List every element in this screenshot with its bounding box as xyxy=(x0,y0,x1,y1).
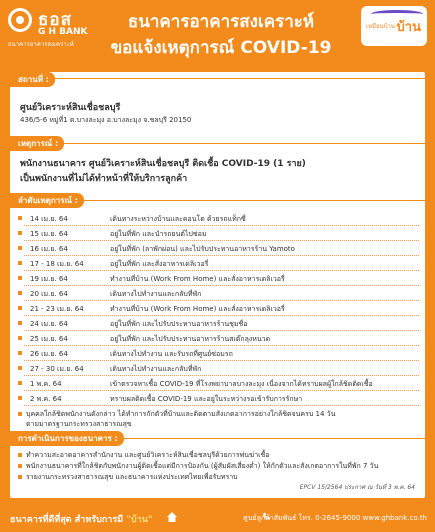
timeline-activity: อยู่ในที่พัก (ลาพักผ่อน) และไปรับประทานอาหารร้าน Yamoto xyxy=(110,245,295,253)
row-separator xyxy=(24,345,419,346)
logo-thai-text: ธอส xyxy=(38,10,72,30)
timeline-activity: เดินทางไปทำงาน และรับรถที่ศูนย์ซ่อมรถ xyxy=(110,350,233,358)
location-address: 436/5-6 หมู่ที่1 ต.บางละมุง อ.บางละมุง จ.ชลบุรี 20150 xyxy=(20,116,192,124)
row-separator xyxy=(24,270,419,271)
timeline-row xyxy=(16,287,419,301)
timeline-activity: อยู่ในที่พัก และนำรถยนต์ไปซ่อม xyxy=(110,230,207,238)
row-separator xyxy=(24,315,419,316)
slogan-text: ธนาคารที่ดีที่สุด สำหรับการมี xyxy=(10,515,124,525)
timeline-date: 25 เม.ย. 64 xyxy=(30,335,68,343)
action-text: รายงานกระทรวงสาธารณสุข และธนาคารแห่งประเทศไทยเพื่อรับทราบ xyxy=(26,473,238,481)
timeline-activity: ทำงานที่บ้าน (Work From Home) และสั่งอาหารเดลิเวอรี่ xyxy=(110,305,285,313)
action-text: พนักงานธนาคารที่ใกล้ชิดกับพนักงานผู้ติดเชื้อแต่มีการป้องกัน (ผู้สัมผัสเสี่ยงต่ำ) ให้กักตัวและสังเกตอาการในที่พัก 7 วัน xyxy=(26,462,379,470)
page-title-line2: ขอแจ้งเหตุการณ์ COVID-19 xyxy=(110,38,332,58)
event-line1: พนักงานธนาคาร ศูนย์วิเคราะห์สินเชื่อชลบุรี ติดเชื้อ COVID-19 (1 ราย) xyxy=(20,159,306,169)
event-line2: เป็นพนักงานที่ไม่ได้ทำหน้าที่ให้บริการลูกค้า xyxy=(20,174,188,184)
row-separator xyxy=(24,390,419,391)
timeline-activity: อยู่ในที่พัก และสั่งอาหารเดลิเวอรี่ xyxy=(110,260,209,268)
timeline-activity: เดินทางไปทำงานและกลับที่พัก xyxy=(110,365,202,373)
timeline-date: 14 เม.ย. 64 xyxy=(30,215,68,223)
brand-tag: เหมือนบ้าน xyxy=(366,23,395,30)
row-separator xyxy=(24,225,419,226)
action-text: ทำความสะอาดอาคารสำนักงาน และศูนย์วิเคราะห์สินเชื่อชลบุรีด้วยการพ่นฆ่าเชื้อ xyxy=(26,451,270,459)
brand-logo-box xyxy=(361,6,427,46)
timeline-row xyxy=(16,392,419,406)
row-separator xyxy=(24,240,419,241)
timeline-row xyxy=(16,227,419,241)
timeline-date: 15 เม.ย. 64 xyxy=(30,230,68,238)
section-divider xyxy=(10,78,425,79)
ghbank-logo-icon xyxy=(8,8,32,32)
row-separator xyxy=(24,285,419,286)
timeline-row xyxy=(16,347,419,361)
event-label: เหตุการณ์ : xyxy=(10,136,64,151)
timeline-row xyxy=(16,317,419,331)
brand-name: บ้าน xyxy=(396,20,421,35)
timeline-date: 1 พ.ค. 64 xyxy=(30,380,62,388)
timeline-date: 21 - 23 เม.ย. 64 xyxy=(30,305,84,313)
bullet-icon xyxy=(18,464,22,468)
timeline-date: 27 - 30 เม.ย. 64 xyxy=(30,365,84,373)
footer xyxy=(0,498,435,532)
logo-subtitle: ธนาคารอาคารสงเคราะห์ xyxy=(8,41,74,48)
timeline-row xyxy=(16,242,419,256)
slogan-brand: "บ้าน" xyxy=(126,515,153,525)
reference-text: EPCV 15/2564 ประกาศ ณ วันที่ 3 พ.ค. 64 xyxy=(299,484,415,491)
note-line2: ตามมาตรฐานกระทรวงสาธารณสุข xyxy=(26,420,132,428)
announcement-card xyxy=(10,72,425,498)
bullet-icon xyxy=(18,321,22,325)
bullet-icon xyxy=(18,216,22,220)
timeline-activity: เดินทางระหว่างบ้านและคอนโด ด้วยรถแท็กซี่ xyxy=(110,215,246,223)
page-title-line1: ธนาคารอาคารสงเคราะห์ xyxy=(127,12,315,32)
bullet-icon xyxy=(18,336,22,340)
timeline-activity: อยู่ในที่พัก และไปรับประทานอาหารร้านสเต๊กลุงหนวด xyxy=(110,335,271,343)
timeline-activity: เดินทางไปทำงานและกลับที่พัก xyxy=(110,290,202,298)
note-line1: บุคคลใกล้ชิดพนักงานดังกล่าว ได้ทำการกักตัวที่บ้านและติดตามสังเกตอาการอย่างใกล้ชิดจนครบ 14 วัน xyxy=(26,410,336,418)
timeline-row xyxy=(16,272,419,286)
timeline-date: 19 เม.ย. 64 xyxy=(30,275,68,283)
bullet-icon xyxy=(18,366,22,370)
timeline-label: ลำดับเหตุการณ์ : xyxy=(10,193,84,208)
bullet-icon xyxy=(18,381,22,385)
bullet-icon xyxy=(18,261,22,265)
timeline-date: 16 เม.ย. 64 xyxy=(30,245,68,253)
timeline-activity: ทราบผลติดเชื้อ COVID-19 และอยู่ในระหว่างรอเข้ารับการรักษา xyxy=(110,395,303,403)
bullet-icon xyxy=(18,246,22,250)
timeline-row xyxy=(16,377,419,391)
timeline-row xyxy=(16,362,419,376)
bullet-icon xyxy=(18,306,22,310)
timeline-date: 26 เม.ย. 64 xyxy=(30,350,68,358)
footer-slogan xyxy=(10,512,153,526)
timeline-row xyxy=(16,332,419,346)
bullet-icon xyxy=(18,453,22,457)
timeline-date: 20 เม.ย. 64 xyxy=(30,290,68,298)
bullet-icon xyxy=(18,276,22,280)
home-icon xyxy=(166,511,178,523)
row-separator xyxy=(24,375,419,376)
timeline-row xyxy=(16,257,419,271)
bullet-icon xyxy=(18,291,22,295)
logo-english-text: G H BANK xyxy=(38,27,88,37)
timeline-date: 2 พ.ค. 64 xyxy=(30,395,62,403)
bullet-icon xyxy=(18,412,22,416)
timeline-date: 24 เม.ย. 64 xyxy=(30,320,68,328)
timeline-row xyxy=(16,212,419,226)
row-separator xyxy=(24,300,419,301)
footer-contact[interactable]: ศูนย์ลูกค้าสัมพันธ์ โทร. 0-2645-9000 www.ghbank.co.th xyxy=(243,514,427,522)
bullet-icon xyxy=(18,351,22,355)
header xyxy=(0,0,435,72)
actions-label: การดำเนินการของธนาคาร : xyxy=(10,431,124,446)
row-separator xyxy=(24,255,419,256)
timeline-activity: เข้าตรวจหาเชื้อ COVID-19 ที่โรงพยาบาลบางละมุง เนื่องจากได้ทราบผลผู้ใกล้ชิดติดเชื้อ xyxy=(110,380,373,388)
row-separator xyxy=(24,360,419,361)
row-separator xyxy=(24,330,419,331)
location-label: สถานที่ : xyxy=(10,72,55,87)
location-name: ศูนย์วิเคราะห์สินเชื่อชลบุรี xyxy=(20,103,121,113)
timeline-activity: ทำงานที่บ้าน (Work From Home) และสั่งอาหารเดลิเวอรี่ xyxy=(110,275,285,283)
bullet-icon xyxy=(18,396,22,400)
row-separator xyxy=(24,405,419,406)
timeline-activity: อยู่ในที่พัก และไปรับประทานอาหารร้านชุมชื่อ xyxy=(110,320,248,328)
bullet-icon xyxy=(18,475,22,479)
section-divider xyxy=(10,143,425,144)
timeline-date: 17 - 18 เม.ย. 64 xyxy=(30,260,84,268)
bullet-icon xyxy=(18,231,22,235)
timeline-row xyxy=(16,302,419,316)
